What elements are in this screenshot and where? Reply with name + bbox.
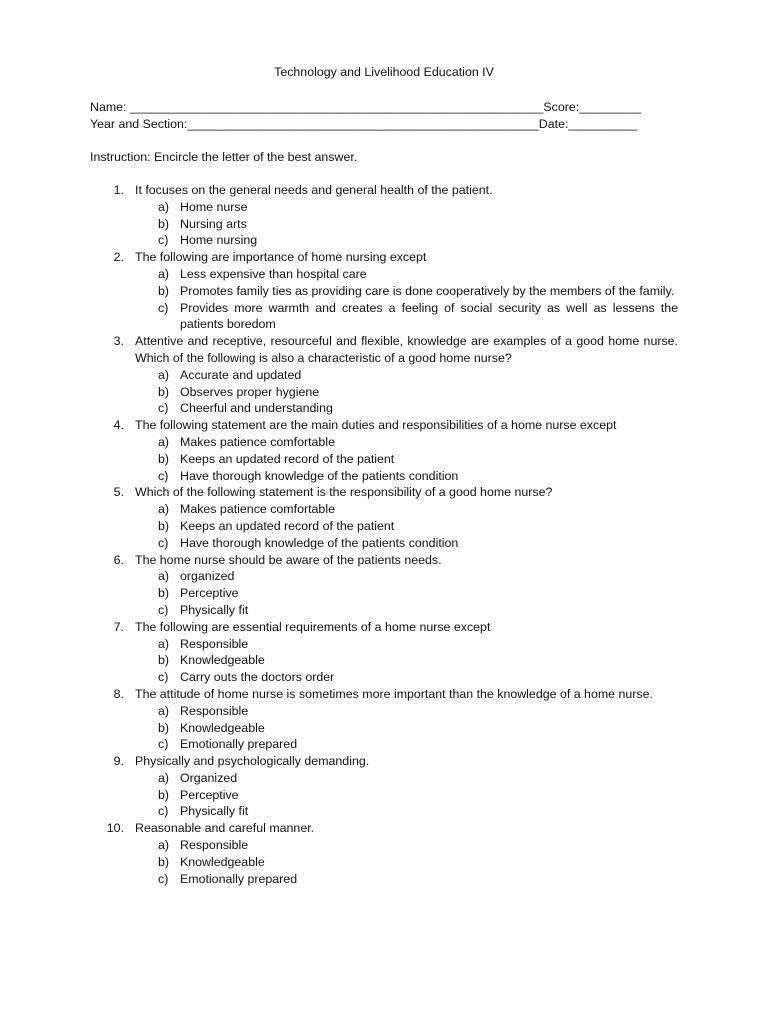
option-text: Perceptive bbox=[180, 787, 239, 802]
option-text: Responsible bbox=[180, 838, 249, 853]
option-text: Emotionally prepared bbox=[180, 737, 298, 752]
option-text: Cheerful and understanding bbox=[180, 401, 333, 416]
answer-options bbox=[135, 837, 678, 887]
option-letter[interactable]: a) bbox=[158, 367, 170, 382]
option-text: Perceptive bbox=[180, 586, 239, 601]
option-letter[interactable]: c) bbox=[158, 468, 169, 483]
question-number: 7. bbox=[113, 619, 124, 634]
question-number: 8. bbox=[113, 686, 124, 701]
answer-option[interactable] bbox=[135, 232, 678, 249]
answer-option[interactable] bbox=[135, 602, 678, 619]
option-letter[interactable]: b) bbox=[158, 283, 170, 298]
option-text: Observes proper hygiene bbox=[180, 384, 320, 399]
option-letter[interactable]: c) bbox=[158, 602, 169, 617]
question-text: Physically and psychologically demanding. bbox=[135, 754, 370, 769]
option-text: Makes patience comfortable bbox=[180, 502, 335, 517]
option-text: Physically fit bbox=[180, 602, 249, 617]
option-letter[interactable]: a) bbox=[158, 838, 170, 853]
question-number: 6. bbox=[113, 552, 124, 567]
option-text: Knowledgeable bbox=[180, 720, 265, 735]
question-item bbox=[110, 182, 678, 249]
answer-options bbox=[135, 770, 678, 820]
question-number: 5. bbox=[113, 485, 124, 500]
option-text: Less expensive than hospital care bbox=[180, 266, 367, 281]
question-item bbox=[110, 753, 678, 820]
option-letter[interactable]: c) bbox=[158, 670, 169, 685]
answer-option[interactable] bbox=[135, 283, 678, 300]
answer-option[interactable] bbox=[135, 300, 678, 334]
answer-options bbox=[135, 199, 678, 249]
answer-option[interactable] bbox=[135, 736, 678, 753]
option-text: Promotes family ties as providing care is done cooperatively by the members of the family. bbox=[180, 283, 675, 298]
option-letter[interactable]: a) bbox=[158, 434, 170, 449]
answer-options bbox=[135, 703, 678, 753]
option-text: Physically fit bbox=[180, 804, 249, 819]
option-text: Responsible bbox=[180, 636, 249, 651]
option-letter[interactable]: c) bbox=[158, 233, 169, 248]
question-text: The following are importance of home nursing except bbox=[135, 250, 427, 265]
answer-option[interactable] bbox=[135, 585, 678, 602]
option-letter[interactable]: c) bbox=[158, 737, 169, 752]
answer-option[interactable] bbox=[135, 384, 678, 401]
option-letter[interactable]: b) bbox=[158, 720, 170, 735]
answer-options bbox=[135, 636, 678, 686]
answer-option[interactable] bbox=[135, 568, 678, 585]
question-text: Attentive and receptive, resourceful and flexible, knowledge are examples of a good home nurse. Which of the following is also a characteristic of a good home nurse? bbox=[135, 334, 678, 365]
option-text: Knowledgeable bbox=[180, 854, 265, 869]
option-text: Responsible bbox=[180, 703, 249, 718]
question-text: Which of the following statement is the responsibility of a good home nurse? bbox=[135, 485, 553, 500]
option-letter[interactable]: b) bbox=[158, 216, 170, 231]
option-letter[interactable]: c) bbox=[158, 804, 169, 819]
option-letter[interactable]: b) bbox=[158, 586, 170, 601]
question-text: The attitude of home nurse is sometimes more important than the knowledge of a home nurse. bbox=[135, 686, 653, 701]
answer-option[interactable] bbox=[135, 468, 678, 485]
option-text: Keeps an updated record of the patient bbox=[180, 518, 395, 533]
question-item bbox=[106, 820, 678, 887]
option-letter[interactable]: b) bbox=[158, 653, 170, 668]
question-number: 1. bbox=[113, 183, 124, 197]
option-letter[interactable]: a) bbox=[158, 569, 170, 584]
answer-option[interactable] bbox=[135, 434, 678, 451]
option-text: Nursing arts bbox=[180, 216, 247, 231]
answer-option[interactable] bbox=[135, 199, 678, 216]
answer-option[interactable] bbox=[135, 703, 678, 720]
instruction-text: Instruction: Encircle the letter of the best answer. bbox=[90, 150, 358, 164]
answer-option[interactable] bbox=[135, 400, 678, 417]
option-text: Keeps an updated record of the patient bbox=[180, 451, 395, 466]
answer-options bbox=[135, 367, 678, 417]
answer-options bbox=[135, 501, 678, 551]
option-text: Home nursing bbox=[180, 233, 258, 248]
question-item bbox=[110, 686, 678, 753]
year-section-date-line: Year and Section:___________________________________________________Date:__________ bbox=[90, 117, 638, 131]
option-text: Emotionally prepared bbox=[180, 871, 298, 886]
option-letter[interactable]: a) bbox=[158, 199, 170, 214]
answer-option[interactable] bbox=[135, 720, 678, 737]
answer-option[interactable] bbox=[135, 669, 678, 686]
answer-option[interactable] bbox=[135, 871, 678, 888]
option-text: Accurate and updated bbox=[180, 367, 302, 382]
option-letter[interactable]: a) bbox=[158, 502, 170, 517]
answer-option[interactable] bbox=[135, 451, 678, 468]
question-number: 2. bbox=[113, 250, 124, 265]
question-list bbox=[106, 182, 678, 887]
option-letter[interactable]: a) bbox=[158, 266, 170, 281]
option-letter[interactable]: b) bbox=[158, 451, 170, 466]
option-text: Provides more warmth and creates a feeling of social security as well as lessens the patients boredom bbox=[180, 300, 678, 332]
question-item bbox=[110, 249, 678, 333]
answer-option[interactable] bbox=[135, 652, 678, 669]
answer-option[interactable] bbox=[135, 535, 678, 552]
answer-option[interactable] bbox=[135, 518, 678, 535]
question-text: The following statement are the main duties and responsibilities of a home nurse except bbox=[135, 418, 617, 433]
option-letter[interactable]: a) bbox=[158, 770, 170, 785]
question-number: 4. bbox=[113, 418, 124, 433]
question-text: It focuses on the general needs and general health of the patient. bbox=[135, 183, 493, 197]
question-number: 3. bbox=[113, 334, 124, 349]
answer-option[interactable] bbox=[135, 367, 678, 384]
option-text: organized bbox=[180, 569, 235, 584]
option-letter[interactable]: b) bbox=[158, 384, 170, 399]
question-item bbox=[110, 333, 678, 417]
answer-option[interactable] bbox=[135, 837, 678, 854]
question-item bbox=[110, 417, 678, 484]
option-letter[interactable]: b) bbox=[158, 787, 170, 802]
option-text: Knowledgeable bbox=[180, 653, 265, 668]
option-letter[interactable]: c) bbox=[158, 401, 169, 416]
option-letter[interactable]: a) bbox=[158, 636, 170, 651]
answer-option[interactable] bbox=[135, 216, 678, 233]
option-letter[interactable]: c) bbox=[158, 535, 169, 550]
option-letter[interactable]: a) bbox=[158, 703, 170, 718]
answer-option[interactable] bbox=[135, 266, 678, 283]
question-item bbox=[110, 484, 678, 551]
answer-options bbox=[135, 568, 678, 618]
option-letter[interactable]: c) bbox=[158, 871, 169, 886]
option-letter[interactable]: c) bbox=[158, 300, 169, 315]
document-title: Technology and Livelihood Education IV bbox=[274, 65, 494, 79]
option-text: Organized bbox=[180, 770, 238, 785]
option-text: Have thorough knowledge of the patients condition bbox=[180, 535, 459, 550]
answer-option[interactable] bbox=[135, 854, 678, 871]
question-number: 10. bbox=[106, 821, 124, 836]
answer-options bbox=[135, 266, 678, 333]
question-text: Reasonable and careful manner. bbox=[135, 821, 315, 836]
answer-option[interactable] bbox=[135, 770, 678, 787]
option-text: Makes patience comfortable bbox=[180, 434, 335, 449]
answer-option[interactable] bbox=[135, 501, 678, 518]
option-letter[interactable]: b) bbox=[158, 518, 170, 533]
name-score-line: Name: ____________________________________________________________Score:_________ bbox=[90, 100, 642, 114]
question-item bbox=[110, 619, 678, 686]
option-text: Have thorough knowledge of the patients condition bbox=[180, 468, 459, 483]
answer-options bbox=[135, 434, 678, 484]
option-text: Carry outs the doctors order bbox=[180, 670, 335, 685]
question-number: 9. bbox=[113, 754, 124, 769]
answer-option[interactable] bbox=[135, 787, 678, 804]
question-text: The following are essential requirements of a home nurse except bbox=[135, 619, 491, 634]
answer-option[interactable] bbox=[135, 636, 678, 653]
option-text: Home nurse bbox=[180, 199, 248, 214]
question-item bbox=[110, 552, 678, 619]
answer-option[interactable] bbox=[135, 803, 678, 820]
question-text: The home nurse should be aware of the patients needs. bbox=[135, 552, 442, 567]
option-letter[interactable]: b) bbox=[158, 854, 170, 869]
